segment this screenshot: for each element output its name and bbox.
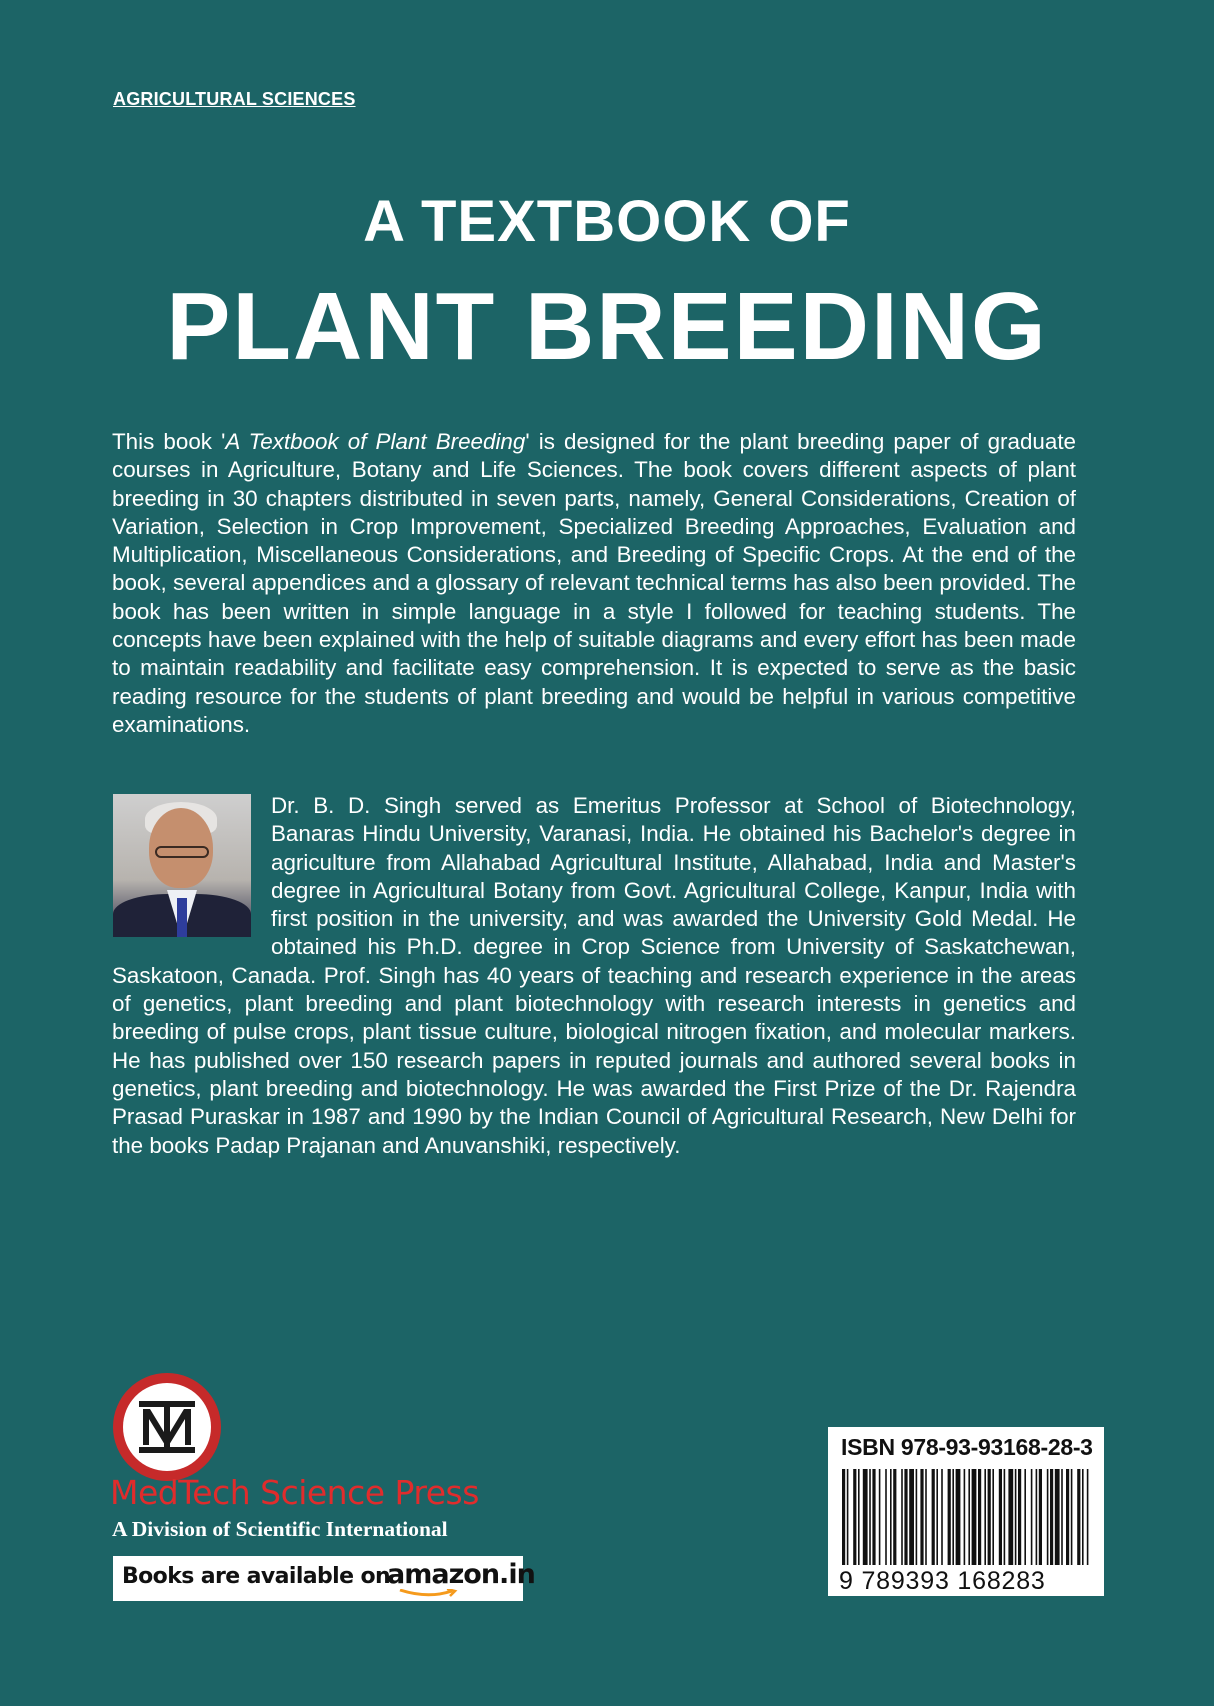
isbn-digits: 9 789393 168283 (839, 1567, 1046, 1595)
publisher-name: MedTech Science Press (110, 1473, 479, 1512)
title-line-2: PLANT BREEDING (166, 273, 1048, 380)
availability-text: Books are available on (122, 1564, 391, 1589)
author-bio: Dr. B. D. Singh served as Emeritus Professor at School of Biotechnology, Banaras Hindu University, Varanasi, India. He obtained his Bachelor's degree in agriculture from Allahabad Agricultural Institute, Allahabad, India and Master's degree in Agricultural Botany from Govt. Agricultural College, Kanpur, India with first position in the university, and was awarded the University Gold Medal. He obtained his Ph.D. degree in Crop Science from University of Saskatchewan, Saskatoon, Canada. Prof. Singh has 40 years of teaching and research experience in the areas of genetics, plant breeding and plant biotechnology with research interests in genetics and breeding of pulse crops, plant tissue culture, biological nitrogen fixation, and molecular markers. He has published over 150 research papers in reputed journals and authored several books in genetics, plant breeding and biotechnology. He was awarded the First Prize of the Dr. Rajendra Prasad Puraskar in 1987 and 1990 by the Indian Council of Agricultural Research, New Delhi for the books Padap Prajanan and Anuvanshiki, respectively. (112, 793, 1076, 1158)
book-description (112, 428, 1076, 739)
amazon-smile-icon (398, 1589, 458, 1597)
description-book-title: A Textbook of Plant Breeding (225, 429, 526, 454)
title-line-1: A TEXTBOOK OF (363, 189, 851, 254)
mt-monogram-icon (123, 1383, 211, 1471)
description-prefix: This book ' (112, 429, 226, 454)
author-section (112, 792, 1076, 1160)
isbn-barcode-box (828, 1427, 1104, 1596)
amazon-availability-box (113, 1556, 535, 1601)
publisher-logo (113, 1373, 221, 1481)
category-label: AGRICULTURAL SCIENCES (113, 89, 356, 109)
amazon-brand: amazon.in (387, 1559, 535, 1590)
publisher-division: A Division of Scientific International (112, 1517, 448, 1541)
author-photo (113, 794, 251, 937)
barcode-icon (838, 1469, 1096, 1567)
description-body: ' is designed for the plant breeding paper of graduate courses in Agriculture, Botany and Life Sciences. The book covers different aspects of plant breeding in 30 chapters distributed in seven parts, namely, General Considerations, Creation of Variation, Selection in Crop Improvement, Specialized Breeding Approaches, Evaluation and Multiplication, Miscellaneous Considerations, and Breeding of Specific Crops. At the end of the book, several appendices and a glossary of relevant technical terms has also been provided. The book has been written in simple language in a style I followed for teaching students. The concepts have been explained with the help of suitable diagrams and every effort has been made to maintain readability and facilitate easy comprehension. It is expected to serve as the basic reading resource for the students of plant breeding and would be helpful in various competitive examinations. (112, 429, 1076, 737)
isbn-label: ISBN 978-93-93168-28-3 (841, 1434, 1093, 1460)
